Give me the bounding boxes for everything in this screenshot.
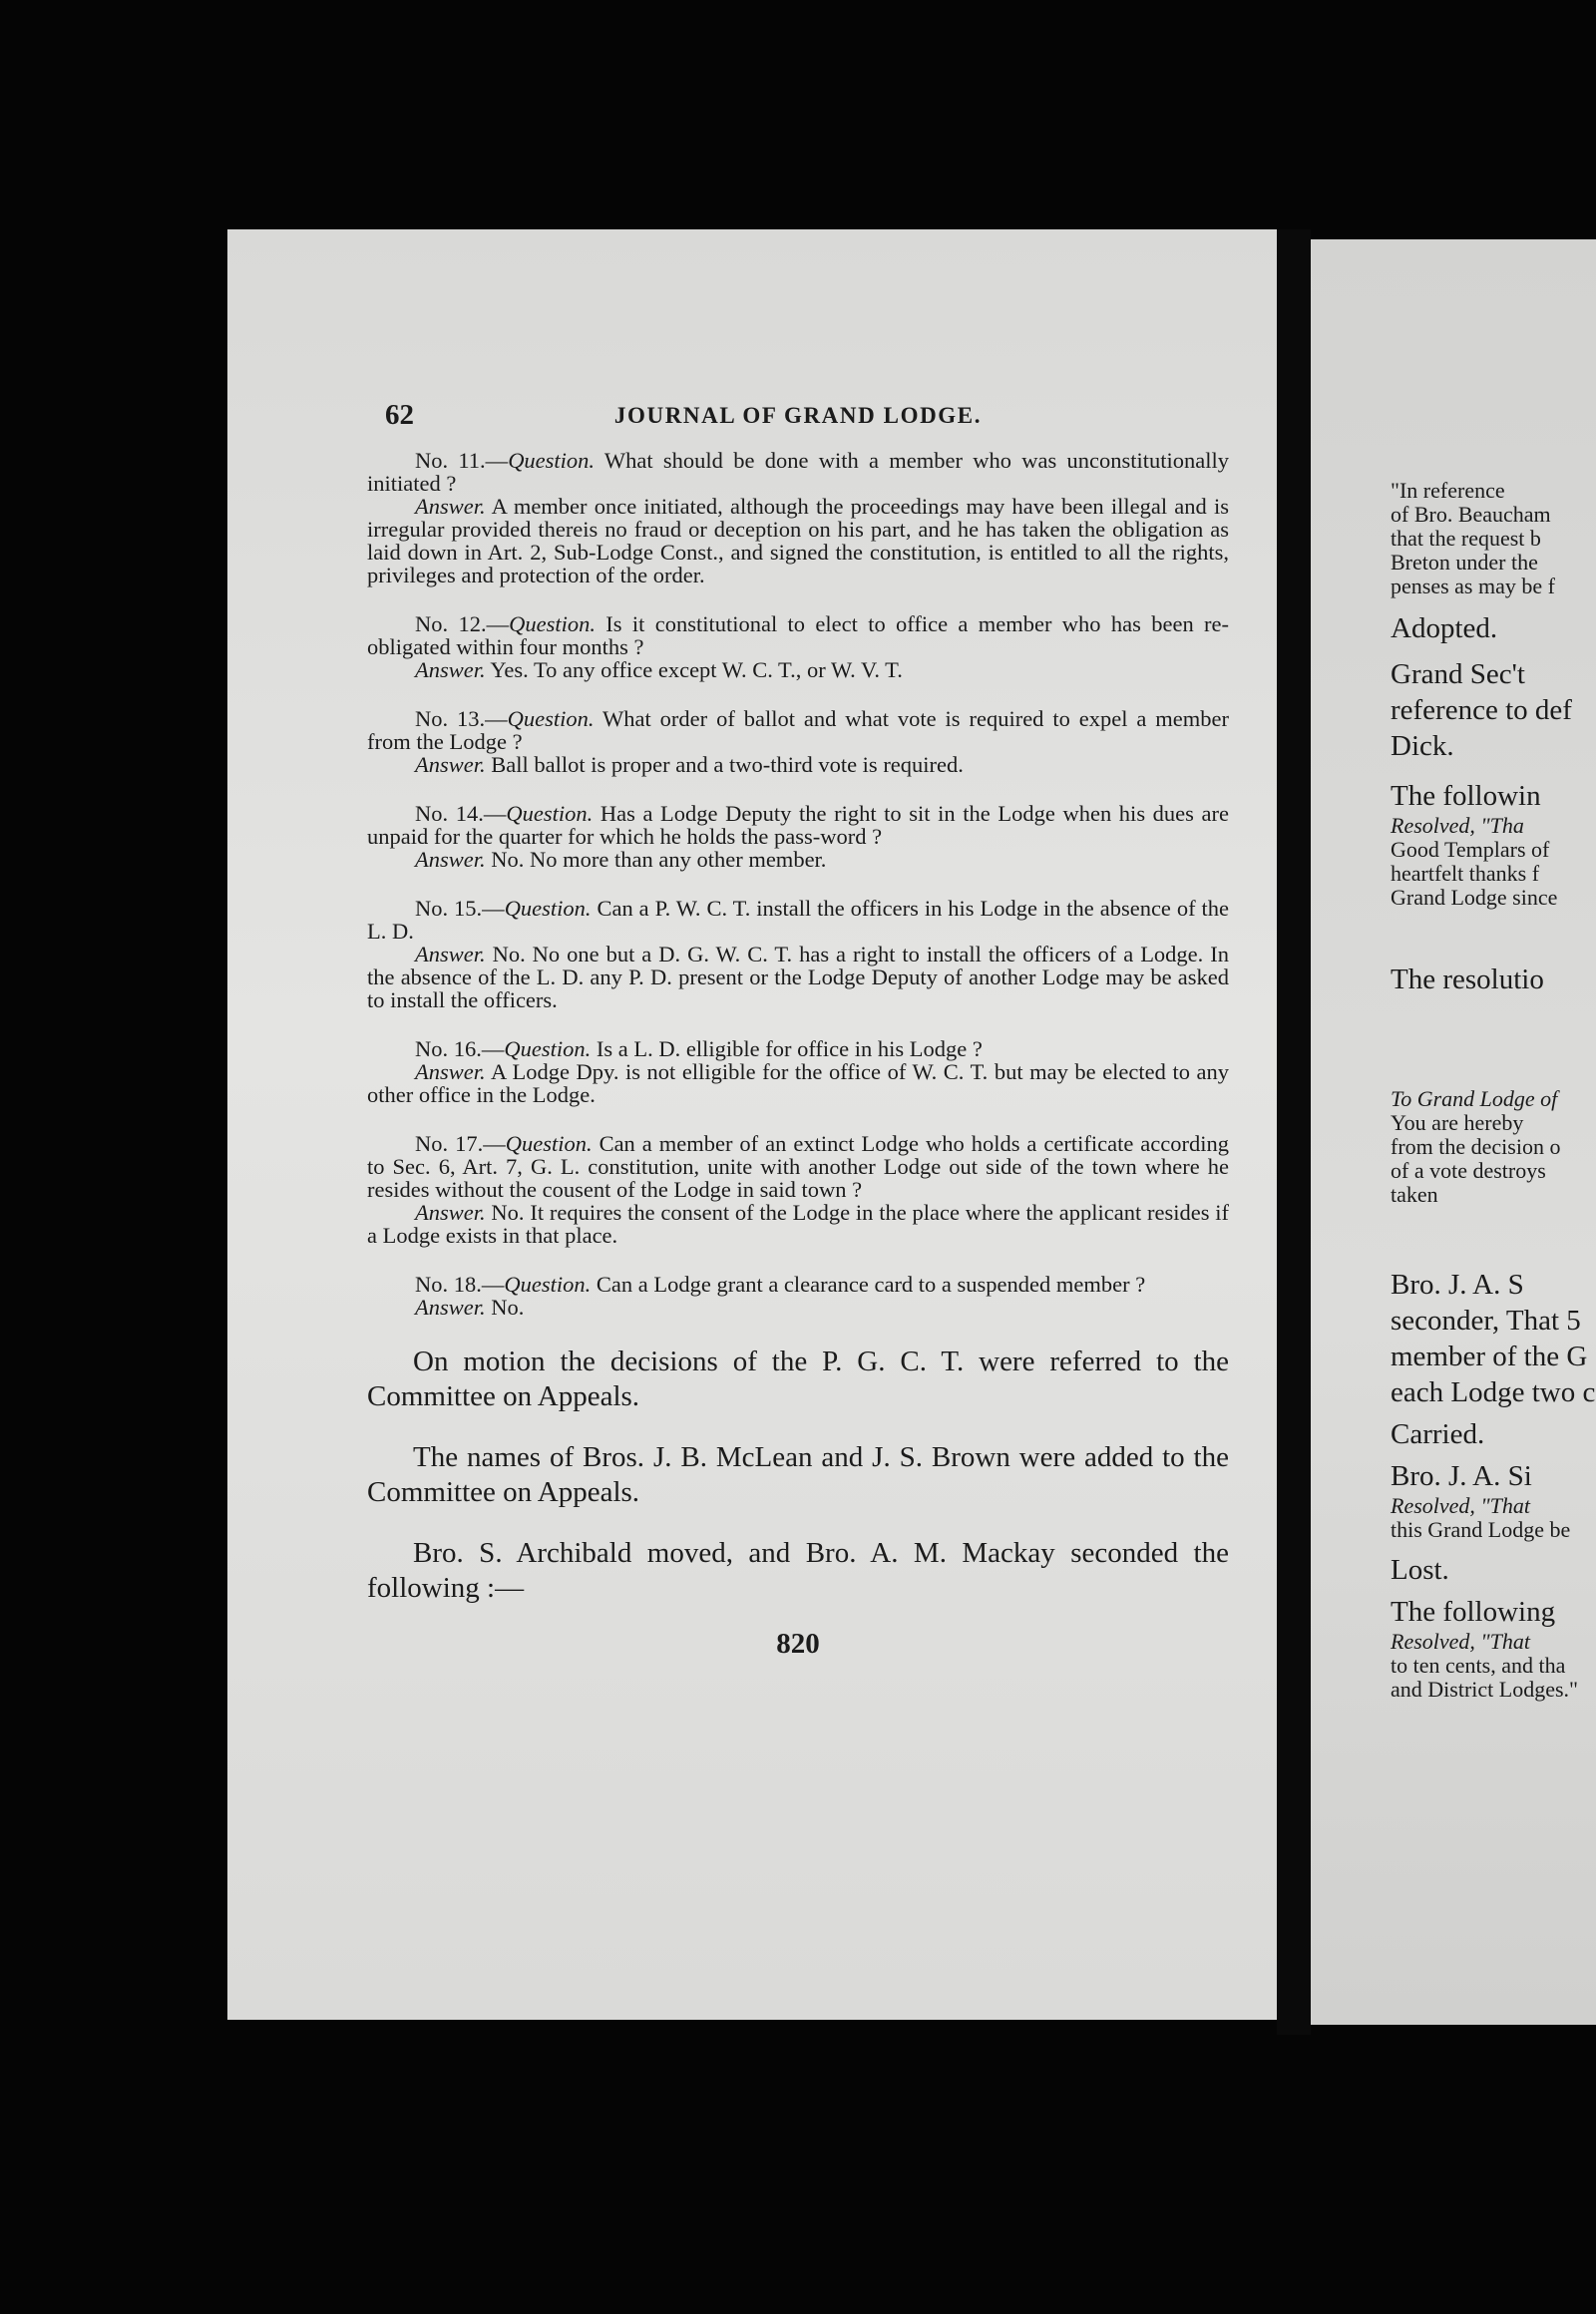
answer-text: Answer. No. <box>415 1295 525 1320</box>
book-gutter <box>1277 229 1311 2035</box>
right-page-line: Bro. J. A. S <box>1391 1269 1524 1301</box>
right-page-line: of a vote destroys <box>1391 1158 1546 1183</box>
right-page-line: from the decision o <box>1391 1134 1561 1159</box>
right-page-line: You are hereby <box>1391 1110 1524 1135</box>
question-text: No. 13.—Question. What order of ballot and what vote is required to expel a member from the Lodge ? <box>367 706 1230 754</box>
right-page-line: heartfelt thanks f <box>1391 861 1540 886</box>
question-text: No. 14.—Question. Has a Lodge Deputy the right to sit in the Lodge when his dues are unpaid for the quarter for which he holds the pass-word ? <box>367 801 1229 849</box>
question-text: No. 12.—Question. Is it constitutional to elect to office a member who has been re-obligated within four months ? <box>367 611 1229 659</box>
right-page-line: reference to def <box>1391 694 1572 726</box>
answer-text: Answer. Ball ballot is proper and a two-third vote is required. <box>415 752 964 777</box>
question-18 <box>367 1273 1229 1319</box>
right-page-line: Good Templars of <box>1391 837 1550 862</box>
right-page-line: Carried. <box>1391 1418 1485 1450</box>
answer-text: Answer. No. It requires the consent of the Lodge in the place where the applicant resides if a Lodge exists in that place. <box>367 1200 1229 1248</box>
right-page-fragment <box>1311 239 1596 2025</box>
right-page-line: To Grand Lodge of <box>1391 1086 1558 1111</box>
question-text: No. 15.—Question. Can a P. W. C. T. install the officers in his Lodge in the absence of the L. D. <box>367 896 1230 944</box>
running-head <box>367 399 1229 439</box>
right-page-line: to ten cents, and tha <box>1391 1653 1566 1678</box>
question-11 <box>367 449 1229 586</box>
right-page-line: of Bro. Beaucham <box>1391 502 1551 527</box>
archibald-motion-paragraph: Bro. S. Archibald moved, and Bro. A. M. Mackay seconded the following :— <box>367 1537 1229 1604</box>
right-page-line: Breton under the <box>1391 550 1538 575</box>
folio-number: 820 <box>776 1628 820 1660</box>
right-page-line: Resolved, "That <box>1391 1629 1530 1654</box>
right-page-line: Bro. J. A. Si <box>1391 1460 1532 1492</box>
page-header-title: JOURNAL OF GRAND LODGE. <box>613 403 983 428</box>
question-15 <box>367 897 1229 1011</box>
right-page-line: The following <box>1391 1596 1556 1628</box>
right-page-line: penses as may be f <box>1391 574 1555 598</box>
right-page-line: each Lodge two c <box>1391 1376 1596 1408</box>
right-page-line: Grand Sec't <box>1391 658 1525 690</box>
right-page-line: Lost. <box>1391 1554 1449 1586</box>
question-14 <box>367 802 1229 871</box>
left-page <box>227 229 1277 2020</box>
question-12 <box>367 612 1229 681</box>
right-page-line: member of the G <box>1391 1341 1588 1372</box>
answer-text: Answer. A member once initiated, although the proceedings may have been illegal and is irregular provided thereis no fraud or deception on his part, and he has taken the obligation as laid down in Art. 2, Sub-Lodge Const., and signed the constitution, is entitled to all the rights, privileges and protection of the order. <box>367 494 1229 587</box>
right-page-line: The followin <box>1391 780 1541 812</box>
right-page-line: Adopted. <box>1391 612 1498 644</box>
right-page-line: Resolved, "That <box>1391 1493 1530 1518</box>
right-page-line: The resolutio <box>1391 964 1544 995</box>
answer-text: Answer. Yes. To any office except W. C. T., or W. V. T. <box>415 657 903 682</box>
answer-text: Answer. No. No one but a D. G. W. C. T. has a right to install the officers of a Lodge. In the absence of the L. D. any P. D. present or the Lodge Deputy of another Lodge may be asked to install the officers. <box>367 942 1229 1012</box>
motion-paragraph: On motion the decisions of the P. G. C. T. were referred to the Committee on Appeals. <box>367 1346 1229 1412</box>
right-page-line: and District Lodges." <box>1391 1677 1578 1702</box>
question-13 <box>367 707 1229 776</box>
right-page-line: Grand Lodge since <box>1391 885 1558 910</box>
right-page-line: "In reference <box>1391 478 1505 503</box>
question-text: No. 18.—Question. Can a Lodge grant a clearance card to a suspended member ? <box>415 1272 1146 1297</box>
right-page-line: seconder, That 5 <box>1391 1305 1581 1337</box>
right-page-line: this Grand Lodge be <box>1391 1517 1571 1542</box>
committee-paragraph: The names of Bros. J. B. McLean and J. S. Brown were added to the Committee on Appeals. <box>367 1441 1229 1508</box>
page-number: 62 <box>385 399 414 431</box>
right-page-line: taken <box>1391 1182 1438 1207</box>
question-text: No. 17.—Question. Can a member of an extinct Lodge who holds a certificate according to Sec. 6, Art. 7, G. L. constitution, unite with another Lodge out side of the town where he resides without the cousent of the Lodge in said town ? <box>367 1131 1229 1202</box>
answer-text: Answer. A Lodge Dpy. is not elligible for the office of W. C. T. but may be elected to any other office in the Lodge. <box>367 1059 1229 1107</box>
question-16 <box>367 1037 1229 1106</box>
question-text: No. 16.—Question. Is a L. D. elligible for office in his Lodge ? <box>415 1036 983 1061</box>
right-page-line: that the request b <box>1391 526 1541 551</box>
question-17 <box>367 1132 1229 1247</box>
right-page-line: Dick. <box>1391 730 1454 762</box>
right-page-line: Resolved, "Tha <box>1391 813 1524 838</box>
question-text: No. 11.—Question. What should be done with a member who was unconstitutionally initiated ? <box>367 448 1229 496</box>
answer-text: Answer. No. No more than any other member. <box>415 847 827 872</box>
